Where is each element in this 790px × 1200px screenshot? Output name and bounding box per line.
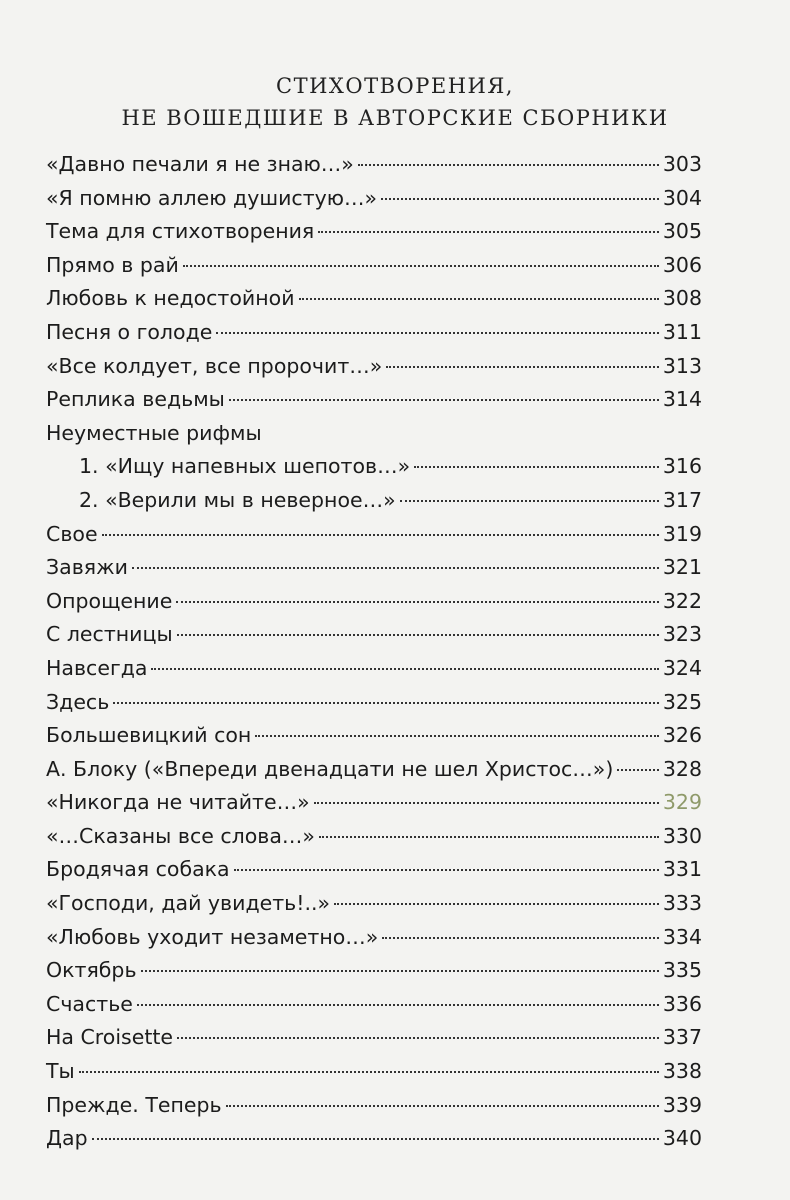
toc-entry-page: 333 bbox=[662, 891, 702, 916]
toc-entry bbox=[46, 988, 702, 1022]
toc-entry-page: 331 bbox=[662, 857, 702, 882]
dot-leader bbox=[255, 735, 659, 737]
toc-entry-title: Тема для стихотворения bbox=[46, 219, 315, 244]
toc-entry-title: «Я помню аллею душистую…» bbox=[46, 185, 378, 210]
toc-entry-page: 304 bbox=[662, 185, 702, 210]
dot-leader bbox=[176, 601, 659, 603]
toc-entry-title: Счастье bbox=[46, 991, 133, 1016]
toc-entry-title: Навсегда bbox=[46, 655, 148, 680]
toc-entry-page: 314 bbox=[662, 387, 702, 412]
toc-entry bbox=[46, 753, 702, 787]
dot-leader bbox=[358, 164, 659, 166]
dot-leader bbox=[414, 466, 659, 468]
toc-entry bbox=[46, 686, 702, 720]
dot-leader bbox=[319, 836, 659, 838]
dot-leader bbox=[92, 1138, 659, 1140]
toc-entry-page: 340 bbox=[662, 1126, 702, 1151]
toc-entry bbox=[46, 954, 702, 988]
toc-entry-page: 313 bbox=[662, 353, 702, 378]
toc-entry-page: 308 bbox=[662, 286, 702, 311]
dot-leader bbox=[334, 903, 659, 905]
dot-leader bbox=[177, 1037, 659, 1039]
toc-entry bbox=[46, 585, 702, 619]
toc-entry-page: 324 bbox=[662, 655, 702, 680]
dot-leader bbox=[314, 802, 659, 804]
dot-leader bbox=[226, 1105, 659, 1107]
toc-entry bbox=[46, 148, 702, 182]
toc-entry-page: 338 bbox=[662, 1059, 702, 1084]
toc-entry-title: «Никогда не читайте…» bbox=[46, 790, 310, 815]
dot-leader bbox=[229, 399, 659, 401]
toc-entry-title: Октябрь bbox=[46, 958, 137, 983]
toc-entry-page: 311 bbox=[662, 319, 702, 344]
toc-entry-title: Прежде. Теперь bbox=[46, 1092, 222, 1117]
toc-entry bbox=[46, 282, 702, 316]
dot-leader bbox=[177, 634, 659, 636]
toc-entry-page: 322 bbox=[662, 588, 702, 613]
toc-entry-title: Любовь к недостойной bbox=[46, 286, 295, 311]
toc-entry bbox=[46, 249, 702, 283]
toc-entry-title: Прямо в рай bbox=[46, 252, 179, 277]
toc-entry-page: 305 bbox=[662, 219, 702, 244]
dot-leader bbox=[113, 702, 659, 704]
dot-leader bbox=[132, 567, 659, 569]
toc-entry bbox=[46, 182, 702, 216]
toc-entry-page: 329 bbox=[662, 790, 702, 815]
toc-entry-group-heading bbox=[46, 417, 702, 451]
toc-entry-page: 334 bbox=[662, 924, 702, 949]
toc-entry-page: 306 bbox=[662, 252, 702, 277]
toc-entry bbox=[46, 921, 702, 955]
toc-entry-title: Ты bbox=[46, 1059, 75, 1084]
toc-subentry bbox=[46, 484, 702, 518]
toc-entry-page: 335 bbox=[662, 958, 702, 983]
toc-entry-page: 330 bbox=[662, 823, 702, 848]
toc-entry-title: 1. «Ищу напевных шепотов…» bbox=[79, 454, 411, 479]
toc-entry-title: Завяжи bbox=[46, 555, 128, 580]
dot-leader bbox=[617, 769, 659, 771]
toc-entry bbox=[46, 719, 702, 753]
dot-leader bbox=[102, 534, 659, 536]
toc-entry-page: 325 bbox=[662, 689, 702, 714]
section-heading bbox=[0, 70, 790, 134]
section-heading-line-1: СТИХОТВОРЕНИЯ, bbox=[276, 74, 514, 98]
dot-leader bbox=[151, 668, 658, 670]
toc-entry-title: Песня о голоде bbox=[46, 319, 213, 344]
toc-entry-page: 337 bbox=[662, 1025, 702, 1050]
toc-entry-page: 316 bbox=[662, 454, 702, 479]
dot-leader bbox=[400, 500, 659, 502]
toc-entry bbox=[46, 1055, 702, 1089]
dot-leader bbox=[318, 231, 659, 233]
toc-entry-title: Свое bbox=[46, 521, 98, 546]
toc-entry-title: А. Блоку («Впереди двенадцати не шел Христос…») bbox=[46, 756, 614, 781]
toc-entry bbox=[46, 618, 702, 652]
toc-entry bbox=[46, 316, 702, 350]
toc-entry-title: Неуместные рифмы bbox=[46, 420, 262, 445]
toc-entry bbox=[46, 652, 702, 686]
toc-entry-page: 323 bbox=[662, 622, 702, 647]
toc-entry bbox=[46, 215, 702, 249]
toc-entry bbox=[46, 518, 702, 552]
dot-leader bbox=[216, 332, 659, 334]
table-of-contents bbox=[46, 148, 702, 1156]
dot-leader bbox=[183, 265, 659, 267]
toc-entry bbox=[46, 786, 702, 820]
toc-entry bbox=[46, 1089, 702, 1123]
toc-entry-page: 303 bbox=[662, 152, 702, 176]
toc-entry-title: Большевицкий сон bbox=[46, 723, 252, 748]
toc-subentry bbox=[46, 450, 702, 484]
dot-leader bbox=[141, 970, 659, 972]
toc-entry-title: Опрощение bbox=[46, 588, 173, 613]
toc-entry-title: «Любовь уходит незаметно…» bbox=[46, 924, 379, 949]
toc-entry-title: Бродячая собака bbox=[46, 857, 230, 882]
toc-entry-title: Здесь bbox=[46, 689, 110, 714]
toc-entry bbox=[46, 820, 702, 854]
dot-leader bbox=[137, 1004, 659, 1006]
toc-entry bbox=[46, 350, 702, 384]
toc-entry-page: 319 bbox=[662, 521, 702, 546]
dot-leader bbox=[382, 937, 659, 939]
toc-entry bbox=[46, 853, 702, 887]
toc-entry bbox=[46, 1021, 702, 1055]
toc-entry bbox=[46, 887, 702, 921]
toc-entry-page: 326 bbox=[662, 723, 702, 748]
toc-entry-page: 339 bbox=[662, 1092, 702, 1117]
toc-entry-title: Реплика ведьмы bbox=[46, 387, 225, 412]
toc-entry bbox=[46, 551, 702, 585]
toc-entry-page: 317 bbox=[662, 487, 702, 512]
toc-entry-page: 321 bbox=[662, 555, 702, 580]
dot-leader bbox=[381, 198, 659, 200]
toc-entry-title: «…Сказаны все слова…» bbox=[46, 823, 315, 848]
dot-leader bbox=[79, 1071, 659, 1073]
toc-entry-title: «Все колдует, все пророчит…» bbox=[46, 353, 383, 378]
toc-entry-title: 2. «Верили мы в неверное…» bbox=[79, 487, 396, 512]
section-heading-line-2: НЕ ВОШЕДШИЕ В АВТОРСКИЕ СБОРНИКИ bbox=[121, 106, 669, 130]
toc-entry-title: С лестницы bbox=[46, 622, 173, 647]
toc-entry-title: «Господи, дай увидеть!..» bbox=[46, 891, 331, 916]
dot-leader bbox=[386, 366, 659, 368]
toc-entry-title: На Croisette bbox=[46, 1025, 174, 1050]
toc-entry-title: Дар bbox=[46, 1126, 88, 1151]
toc-entry-page: 336 bbox=[662, 991, 702, 1016]
toc-entry bbox=[46, 1122, 702, 1156]
toc-entry-page: 328 bbox=[662, 756, 702, 781]
dot-leader bbox=[299, 298, 659, 300]
toc-entry-title: «Давно печали я не знаю…» bbox=[46, 152, 354, 176]
toc-entry bbox=[46, 383, 702, 417]
dot-leader bbox=[234, 869, 659, 871]
